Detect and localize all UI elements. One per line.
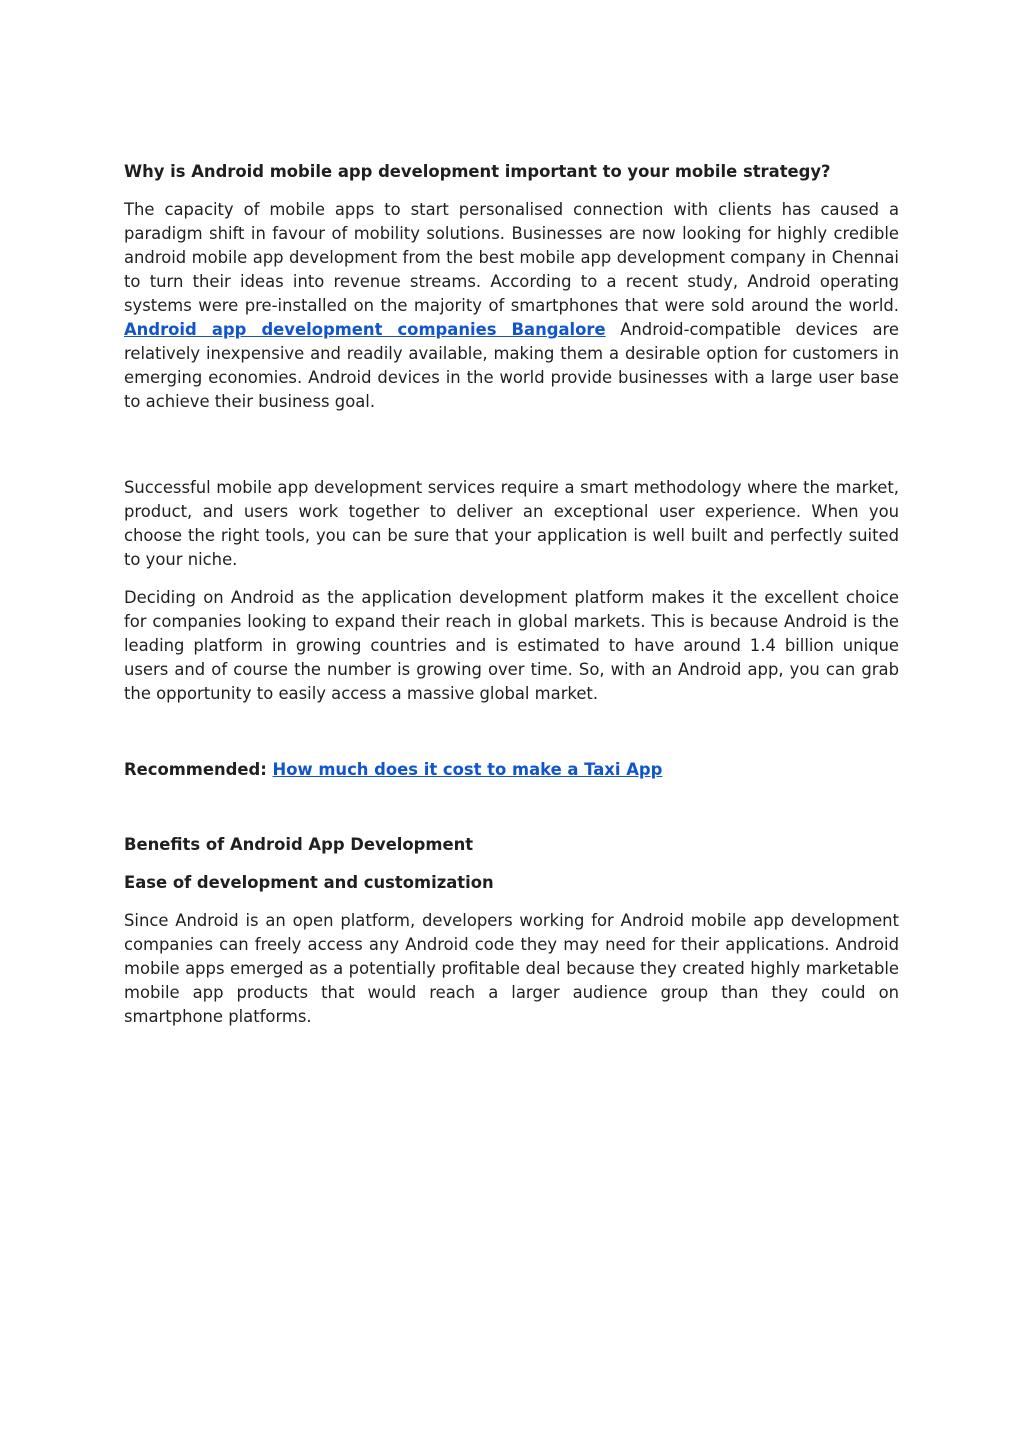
intro-text: The capacity of mobile apps to start personalised connection with clients has caused a paradigm shift in favour of mobility solutions. Businesses are now looking for highly credible android mobile app development from the best mobile app development company in Chennai to turn their ideas into revenue streams. According to a recent study, Android operating systems were pre-installed on the majority of smartphones that were sold around the world. xyxy=(124,200,899,315)
intro-paragraph xyxy=(124,198,899,414)
android-companies-bangalore-link[interactable]: Android app development companies Bangalore xyxy=(124,320,606,339)
ease-heading: Ease of development and customization xyxy=(124,873,494,892)
benefits-heading: Benefits of Android App Development xyxy=(124,835,474,854)
taxi-app-cost-link[interactable]: How much does it cost to make a Taxi App xyxy=(272,760,663,779)
document-page xyxy=(124,160,899,1029)
intro-text-continued: Android-compatible devices are relatively inexpensive and readily available, making them a desirable option for customers in emerging economies. Android devices in the world provide businesses with a large user base to achieve their business goal. xyxy=(124,320,899,411)
services-paragraph: Successful mobile app development services require a smart methodology where the market, product, and users work together to deliver an exceptional user experience. When you choose the right tools, you can be sure that your application is well built and perfectly suited to your niche. xyxy=(124,478,899,569)
article-title: Why is Android mobile app development important to your mobile strategy? xyxy=(124,162,831,181)
platform-paragraph: Deciding on Android as the application development platform makes it the excellent choice for companies looking to expand their reach in global markets. This is because Android is the leading platform in growing countries and is estimated to have around 1.4 billion unique users and of course the number is growing over time. So, with an Android app, you can grab the opportunity to easily access a massive global market. xyxy=(124,588,899,703)
open-platform-paragraph: Since Android is an open platform, developers working for Android mobile app development companies can freely access any Android code they may need for their applications. Android mobile apps emerged as a potentially profitable deal because they created highly marketable mobile app products that would reach a larger audience group than they could on smartphone platforms. xyxy=(124,911,899,1026)
recommended-label: Recommended: xyxy=(124,760,273,779)
recommended-line xyxy=(124,758,899,782)
